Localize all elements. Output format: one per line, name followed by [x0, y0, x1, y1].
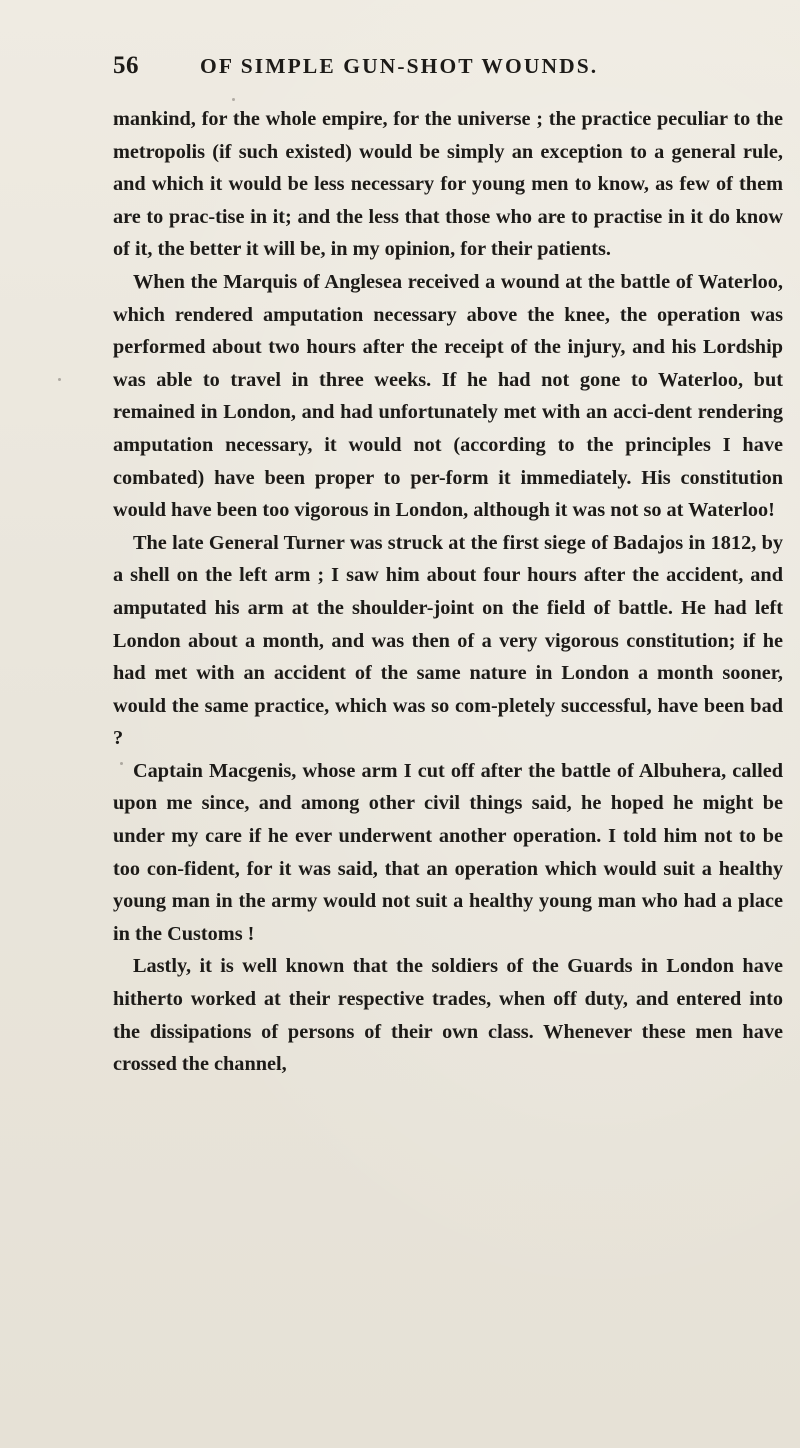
paragraph-continuation: mankind, for the whole empire, for the universe ; the practice peculiar to the metropolis (if such existed) would be simply an exception to a general rule, and which it would be less necessary for young men to know, as few of them are to prac-tise in it; and the less that those who are to practise in it do know of it, the better it will be, in my opinion, for their patients.: [113, 108, 783, 261]
paper-speck: [58, 378, 61, 381]
paragraph-guards: Lastly, it is well known that the soldiers of the Guards in London have hitherto worked at their respective trades, when off duty, and entered into the dissipations of persons of their own class. Whenever these men have crossed the channel,: [113, 955, 783, 1076]
page-number: 56: [113, 52, 139, 79]
running-title: OF SIMPLE GUN-SHOT WOUNDS.: [200, 54, 599, 78]
paper-speck: [120, 762, 123, 765]
paper-speck: [232, 98, 235, 101]
paragraph-macgenis: Captain Macgenis, whose arm I cut off after the battle of Albuhera, called upon me since, and among other civil things said, he hoped he might be under my care if he ever underwent another operation. I told him not to be too con-fident, for it was said, that an operation which would suit a healthy young man in the army would not suit a healthy young man who had a place in the Customs !: [113, 759, 783, 945]
page-header: [113, 52, 783, 88]
paragraph-turner: The late General Turner was struck at the first siege of Badajos in 1812, by a shell on the left arm ; I saw him about four hours after the accident, and amputated his arm at the shoulder-joint on the field of battle. He had left London about a month, and was then of a very vigorous constitution; if he had met with an accident of the same nature in London a month sooner, would the same practice, which was so com-pletely successful, have been bad ?: [113, 531, 783, 750]
paragraph-anglesea: When the Marquis of Anglesea received a wound at the battle of Waterloo, which rendered amputation necessary above the knee, the operation was performed about two hours after the receipt of the injury, and his Lordship was able to travel in three weeks. If he had not gone to Waterloo, but remained in London, and had unfortunately met with an acci-dent rendering amputation necessary, it would not (according to the principles I have combated) have been proper to per-form it immediately. His constitution would have been too vigorous in London, although it was not so at Waterloo!: [113, 270, 783, 522]
body-text: [113, 103, 783, 1081]
